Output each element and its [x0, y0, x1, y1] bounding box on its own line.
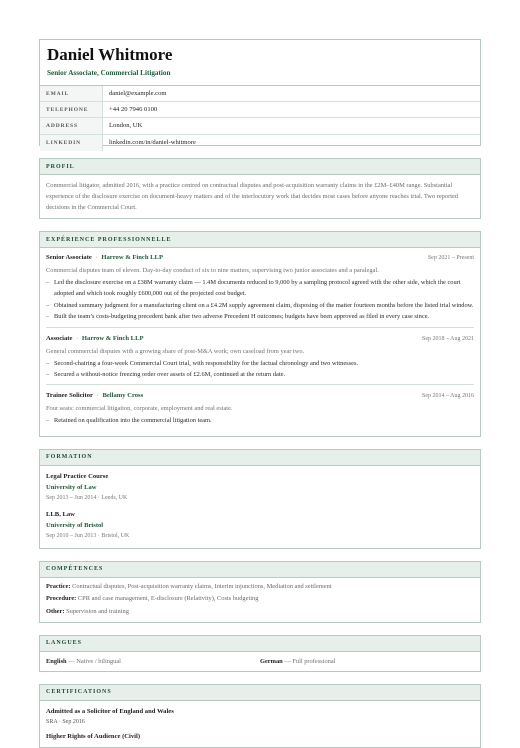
education-entry [46, 471, 474, 509]
degree-title: LLB, Law [46, 510, 75, 518]
address-value: London, UK [109, 122, 143, 130]
certification-meta: SRA · Sep 2016 [46, 718, 85, 725]
job-employer: Harrow & Finch LLP [81, 334, 144, 342]
education-entry [46, 509, 474, 543]
job-title: Senior Associate [46, 254, 92, 261]
job-entry [46, 327, 474, 385]
contact-label: ADDRESS [40, 118, 103, 133]
language-name: German [260, 657, 283, 665]
separator: · [95, 254, 98, 261]
language-item [260, 656, 474, 667]
candidate-name: Daniel Whitmore [47, 45, 173, 64]
skill-category: Procedure: [46, 595, 77, 603]
school-name: University of Bristol [46, 521, 104, 529]
language-name: English [46, 657, 67, 665]
contact-label: EMAIL [40, 86, 103, 101]
language-level: — Native / bilingual [68, 657, 121, 665]
job-description: General commercial disputes with a growing share of post-M&A work; own caseload from year two. [46, 347, 305, 355]
contact-table [40, 85, 480, 151]
school-name: University of Law [46, 483, 97, 491]
section-heading: EXPÉRIENCE PROFESSIONNELLE [40, 232, 480, 248]
bullet-item: – Second-chairing a four-week Commercial Court trial, with responsibility for the factual chronology and two witnesses. [46, 358, 474, 369]
telephone-value[interactable]: +44 20 7946 0100 [109, 106, 158, 114]
languages-section [39, 635, 481, 672]
contact-row-address [40, 118, 480, 134]
certification-title: Higher Rights of Audience (Civil) [46, 732, 141, 740]
job-description: Four seats: commercial litigation, corporate, employment and real estate. [46, 405, 233, 413]
candidate-title: Senior Associate, Commercial Litigation [47, 69, 171, 77]
profile-text: Commercial litigator, admitted 2016, with a practice centred on contractual disputes and post-acquisition warranty claims in the £2M–£40M range. Substantial experience of the disclosure exercise on document-heavy matters and of the interlocutory work that decides most cases before anyone reaches trial. Two reported decisions in the Commercial Court. [46, 182, 459, 211]
job-dates: Sep 2018 – Aug 2021 [421, 335, 474, 342]
bullet-item: – Retained on qualification into the commercial litigation team. [46, 415, 474, 426]
profile-section [39, 158, 481, 219]
skill-list: Contractual disputes, Post-acquisition warranty claims, Interim injunctions, Mediation and settlement [72, 582, 332, 590]
job-dates: Sep 2014 – Aug 2016 [421, 393, 474, 400]
section-heading: LANGUES [40, 636, 480, 652]
section-heading: PROFIL [40, 159, 480, 175]
education-meta: Sep 2010 – Jun 2013 · Bristol, UK [46, 532, 130, 539]
contact-row-telephone [40, 102, 480, 118]
bullet-item: – Built the team’s costs-budgeting precedent bank after two adverse Precedent H outcomes; budgets have been approved as filed in every case since. [46, 311, 474, 322]
certifications-section [39, 684, 481, 748]
contact-row-email [40, 86, 480, 102]
linkedin-value[interactable]: linkedin.com/in/daniel-whitmore [109, 139, 196, 147]
bullet-item: – Secured a without-notice freezing order over assets of £2.6M, continued at the return date. [46, 369, 474, 380]
skill-category: Other: [46, 608, 65, 616]
certification-title: Admitted as a Solicitor of England and Wales [46, 707, 174, 715]
education-meta: Sep 2013 – Jun 2014 · Leeds, UK [46, 494, 128, 501]
language-item [46, 656, 260, 667]
separator: · [76, 334, 79, 342]
section-heading: CERTIFICATIONS [40, 685, 480, 701]
experience-section [39, 231, 481, 437]
separator: · [96, 392, 99, 400]
skill-list: Supervision and training [66, 608, 129, 616]
job-entry [46, 384, 474, 430]
skill-row [46, 581, 474, 594]
education-section [39, 449, 481, 549]
skills-section [39, 561, 481, 623]
bullet-item: – Obtained summary judgment for a manufacturing client on a £4.2M supply agreement claim, disposing of the matter fourteen months before the listed trial window. [46, 300, 474, 311]
job-employer: Bellamy Cross [102, 392, 144, 400]
job-title: Associate [46, 334, 73, 342]
section-heading: FORMATION [40, 450, 480, 466]
job-entry [46, 252, 474, 327]
contact-label: TELEPHONE [40, 102, 103, 117]
section-heading: COMPÉTENCES [40, 562, 480, 578]
job-bullets [46, 358, 474, 381]
language-level: — Full professional [284, 657, 336, 665]
contact-row-linkedin [40, 135, 480, 151]
degree-title: Legal Practice Course [46, 472, 109, 480]
contact-label: LINKEDIN [40, 135, 103, 151]
skill-list: CPR and case management, E-disclosure (Relativity), Costs budgeting [77, 595, 259, 603]
skill-row [46, 606, 474, 619]
bullet-item: – Led the disclosure exercise on a £38M warranty claim — 1.4M documents reduced to 9,000 by a sampling protocol agreed with the other side, which the court adopted and which took roughly £600,000 out of the projected cost budget. [46, 277, 474, 300]
job-bullets [46, 415, 474, 426]
job-dates: Sep 2021 – Present [427, 255, 474, 261]
resume-page [39, 39, 481, 748]
header-card [39, 39, 481, 146]
email-value[interactable]: daniel@example.com [109, 90, 167, 98]
job-title: Trainee Solicitor [46, 392, 93, 400]
job-employer: Harrow & Finch LLP [101, 254, 163, 261]
skill-row [46, 593, 474, 606]
skill-category: Practice: [46, 582, 71, 590]
job-bullets [46, 277, 474, 323]
job-description: Commercial disputes team of eleven. Day-to-day conduct of six to nine matters, supervising two junior associates and a paralegal. [46, 267, 379, 274]
